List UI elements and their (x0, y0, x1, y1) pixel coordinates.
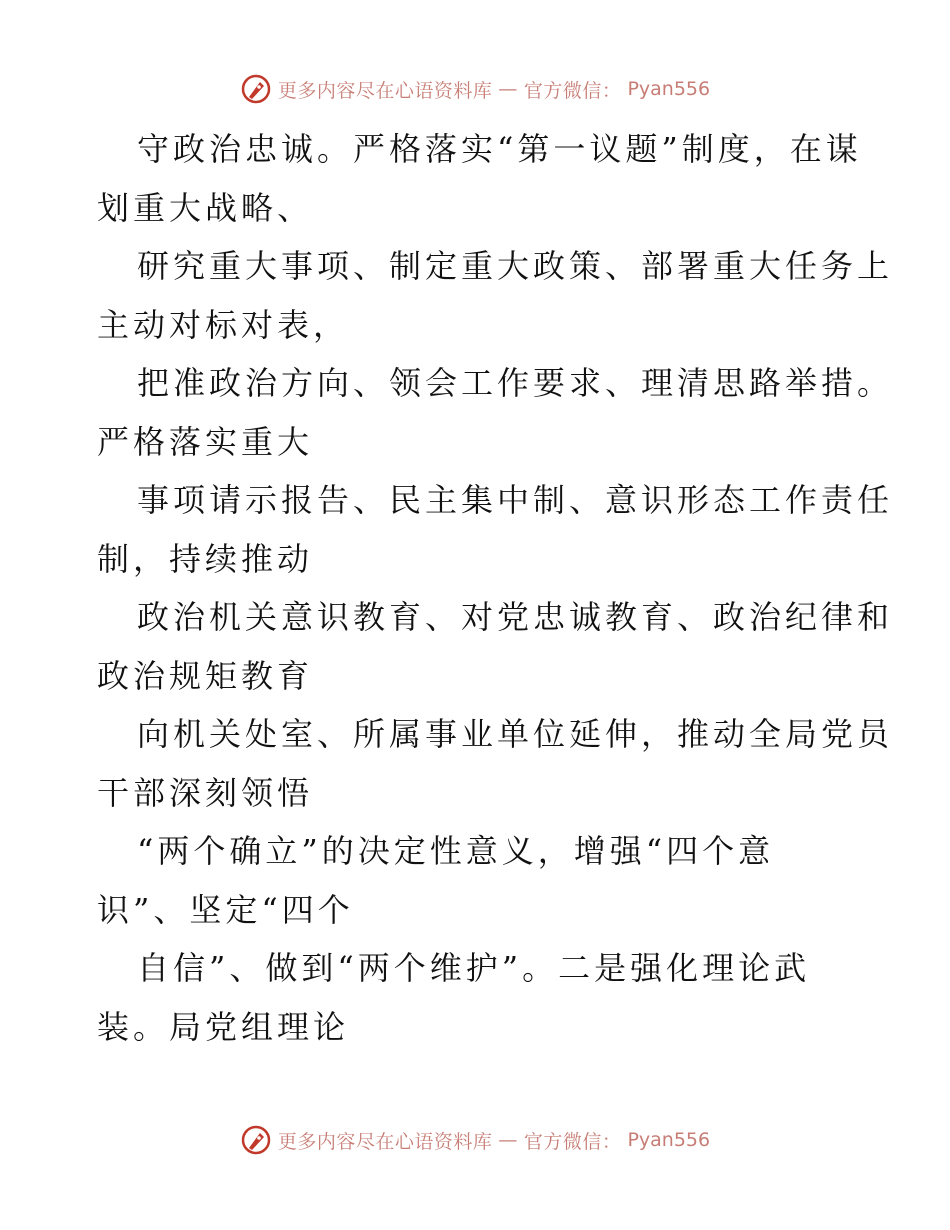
watermark-separator: — (498, 78, 518, 100)
watermark-separator: — (498, 1129, 518, 1151)
footer-watermark (0, 1123, 950, 1157)
watermark-site-text: 更多内容尽在心语资料库 (277, 79, 493, 102)
text-line: 严格落实重大 (97, 422, 314, 461)
text-line: 划重大战略、 (97, 188, 314, 227)
text-line: 研究重大事项、制定重大政策、部署重大任务上 (137, 247, 894, 285)
pen-nib-logo-icon (240, 73, 272, 105)
document-body (97, 120, 894, 1056)
header-watermark (0, 72, 950, 106)
text-line: 事项请示报告、民主集中制、意识形态工作责任 (137, 481, 894, 519)
text-line: 干部深刻领悟 (97, 773, 314, 812)
text-line: 向机关处室、所属事业单位延伸，推动全局党员 (137, 715, 894, 753)
text-line: 政治规矩教育 (97, 656, 314, 695)
watermark-site-text: 更多内容尽在心语资料库 (277, 1130, 493, 1153)
text-line: “两个确立”的决定性意义，增强“四个意 (137, 832, 775, 870)
text-line: 守政治忠诚。严格落实“第一议题”制度，在谋 (137, 130, 862, 168)
text-line: 装。局党组理论 (97, 1007, 350, 1046)
text-line: 自信”、做到“两个维护”。二是强化理论武 (137, 949, 811, 987)
pen-nib-logo-icon (240, 1124, 272, 1156)
text-line: 制，持续推动 (97, 539, 314, 578)
watermark-wechat-id: Pyan556 (627, 1129, 711, 1151)
text-line: 政治机关意识教育、对党忠诚教育、政治纪律和 (137, 598, 894, 636)
watermark-wechat-label: 官方微信： (523, 79, 622, 102)
watermark-wechat-label: 官方微信： (523, 1130, 622, 1153)
watermark-wechat-id: Pyan556 (627, 78, 711, 100)
text-line: 识”、坚定“四个 (97, 890, 354, 929)
text-line: 把准政治方向、领会工作要求、理清思路举措。 (137, 364, 894, 402)
text-line: 主动对标对表， (97, 305, 350, 344)
